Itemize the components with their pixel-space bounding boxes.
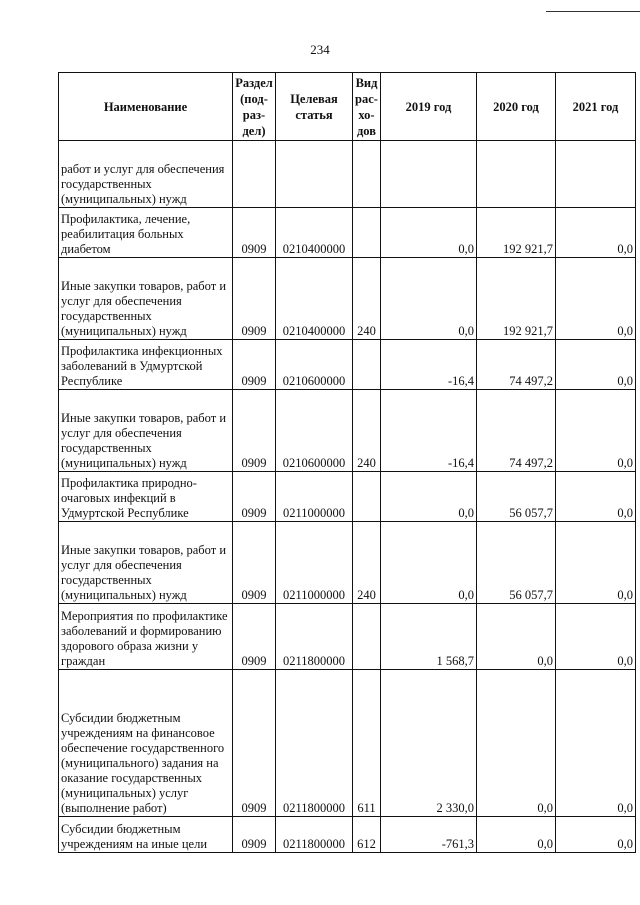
row-section: 0909 [233, 390, 276, 472]
row-vid: 611 [353, 670, 381, 817]
row-2020: 192 921,7 [477, 208, 556, 258]
row-2020: 74 497,2 [477, 340, 556, 390]
row-section: 0909 [233, 522, 276, 604]
row-2020: 192 921,7 [477, 258, 556, 340]
row-name: Иные закупки товаров, работ и услуг для обеспечения государственных (муниципальных) нужд [59, 522, 233, 604]
row-name: Профилактика, лечение, реабилитация больных диабетом [59, 208, 233, 258]
row-2020: 0,0 [477, 817, 556, 853]
row-2019: 0,0 [381, 258, 477, 340]
row-vid [353, 141, 381, 208]
row-2021: 0,0 [556, 604, 636, 670]
row-target: 0211800000 [276, 604, 353, 670]
row-section: 0909 [233, 670, 276, 817]
row-2021: 0,0 [556, 670, 636, 817]
row-2021: 0,0 [556, 472, 636, 522]
table-row [59, 141, 636, 208]
row-vid [353, 604, 381, 670]
row-target: 0210400000 [276, 258, 353, 340]
row-name: Иные закупки товаров, работ и услуг для обеспечения государственных (муниципальных) нужд [59, 258, 233, 340]
table-row [59, 258, 636, 340]
header-name: Наименование [59, 73, 233, 141]
row-2019: -16,4 [381, 390, 477, 472]
row-2020 [477, 141, 556, 208]
row-2021: 0,0 [556, 340, 636, 390]
row-2020: 56 057,7 [477, 472, 556, 522]
table-row [59, 817, 636, 853]
table-row [59, 390, 636, 472]
row-2020: 0,0 [477, 604, 556, 670]
row-2021: 0,0 [556, 258, 636, 340]
row-2021: 0,0 [556, 817, 636, 853]
row-name: Профилактика инфекционных заболеваний в Удмуртской Республике [59, 340, 233, 390]
row-target: 0211800000 [276, 670, 353, 817]
row-2020: 56 057,7 [477, 522, 556, 604]
row-2020: 74 497,2 [477, 390, 556, 472]
row-section: 0909 [233, 472, 276, 522]
row-2019: 1 568,7 [381, 604, 477, 670]
row-target: 0210600000 [276, 390, 353, 472]
header-section: Раздел (под-раз-дел) [233, 73, 276, 141]
row-2021 [556, 141, 636, 208]
row-name: Субсидии бюджетным учреждениям на финансовое обеспечение государственного (муниципального) задания на оказание государственных (муниципальных) услуг (выполнение работ) [59, 670, 233, 817]
row-section: 0909 [233, 817, 276, 853]
header-2019: 2019 год [381, 73, 477, 141]
budget-table [58, 72, 636, 853]
table-row [59, 208, 636, 258]
row-2019: -761,3 [381, 817, 477, 853]
row-target: 0210600000 [276, 340, 353, 390]
top-rule [546, 11, 640, 12]
row-vid: 240 [353, 522, 381, 604]
row-vid [353, 472, 381, 522]
row-name: Субсидии бюджетным учреждениям на иные цели [59, 817, 233, 853]
row-2019: -16,4 [381, 340, 477, 390]
row-section: 0909 [233, 208, 276, 258]
row-name: работ и услуг для обеспечения государственных (муниципальных) нужд [59, 141, 233, 208]
row-vid [353, 208, 381, 258]
row-2019 [381, 141, 477, 208]
header-row [59, 73, 636, 141]
row-target: 0210400000 [276, 208, 353, 258]
row-2019: 2 330,0 [381, 670, 477, 817]
table-row [59, 472, 636, 522]
row-name: Иные закупки товаров, работ и услуг для обеспечения государственных (муниципальных) нужд [59, 390, 233, 472]
row-vid: 240 [353, 258, 381, 340]
row-vid: 240 [353, 390, 381, 472]
row-2021: 0,0 [556, 390, 636, 472]
header-vid: Вид рас-хо-дов [353, 73, 381, 141]
header-2021: 2021 год [556, 73, 636, 141]
row-section: 0909 [233, 258, 276, 340]
row-2019: 0,0 [381, 472, 477, 522]
table-row [59, 670, 636, 817]
row-vid: 612 [353, 817, 381, 853]
row-vid [353, 340, 381, 390]
page-number: 234 [310, 42, 330, 57]
row-name: Мероприятия по профилактике заболеваний и формированию здорового образа жизни у граждан [59, 604, 233, 670]
row-2019: 0,0 [381, 208, 477, 258]
row-section [233, 141, 276, 208]
row-name: Профилактика природно-очаговых инфекций в Удмуртской Республике [59, 472, 233, 522]
row-2019: 0,0 [381, 522, 477, 604]
header-target: Целевая статья [276, 73, 353, 141]
row-2021: 0,0 [556, 208, 636, 258]
row-target: 0211800000 [276, 817, 353, 853]
table-row [59, 340, 636, 390]
row-2021: 0,0 [556, 522, 636, 604]
header-2020: 2020 год [477, 73, 556, 141]
row-section: 0909 [233, 340, 276, 390]
row-target: 0211000000 [276, 472, 353, 522]
row-2020: 0,0 [477, 670, 556, 817]
row-section: 0909 [233, 604, 276, 670]
table-row [59, 522, 636, 604]
row-target [276, 141, 353, 208]
row-target: 0211000000 [276, 522, 353, 604]
table-row [59, 604, 636, 670]
